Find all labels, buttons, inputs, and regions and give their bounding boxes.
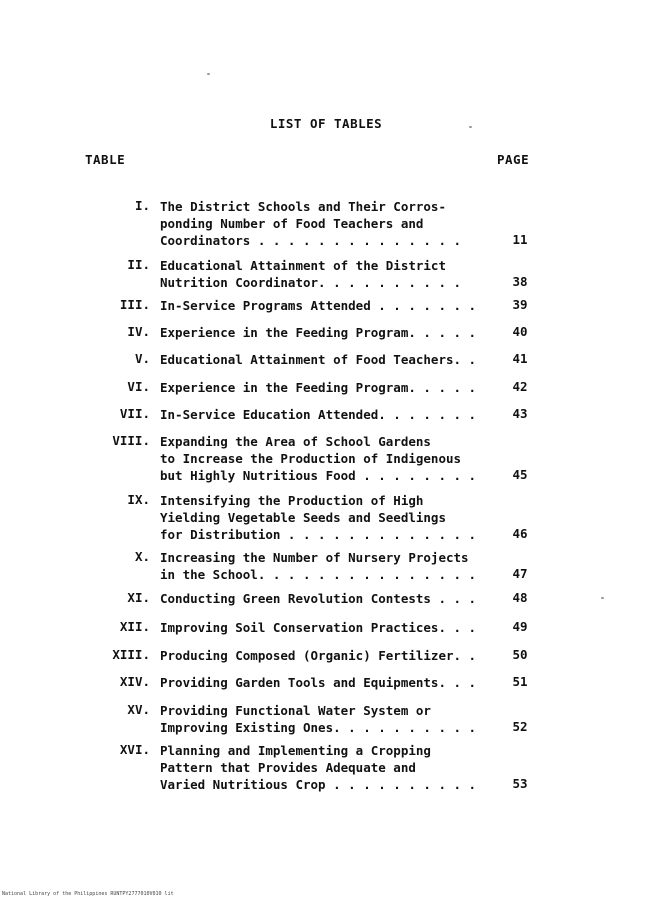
table-entry (0, 742, 652, 802)
scan-speck (601, 597, 604, 599)
page-number: 41 (512, 351, 528, 366)
table-number: IV. (127, 324, 150, 339)
page-number: 46 (512, 526, 528, 541)
page-number: 42 (512, 379, 528, 394)
table-title: Producing Composed (Organic) Fertilizer. . (160, 648, 477, 663)
table-number: XII. (119, 619, 150, 634)
table-title: Planning and Implementing a Cropping Pattern that Provides Adequate and Varied Nutritious Crop . . . . . . . . . . (160, 743, 477, 792)
table-number: VI. (127, 379, 150, 394)
table-number: III. (119, 297, 150, 312)
table-number: XIII. (112, 647, 150, 662)
table-number: VIII. (112, 433, 150, 448)
table-number: XI. (127, 590, 150, 605)
table-title: Improving Soil Conservation Practices. . . (160, 620, 477, 635)
table-number: V. (134, 351, 150, 366)
table-number: VII. (119, 406, 150, 421)
page-number: 52 (512, 719, 528, 734)
page-number: 53 (512, 776, 528, 791)
page-number: 39 (512, 297, 528, 312)
table-title: In-Service Programs Attended . . . . . . . (160, 298, 477, 313)
scan-speck (469, 126, 472, 128)
page-number: 47 (512, 566, 528, 581)
table-title: Conducting Green Revolution Contests . . . (160, 591, 477, 606)
table-number: XVI. (119, 742, 150, 757)
table-title: Intensifying the Production of High Yielding Vegetable Seeds and Seedlings for Distribution . . . . . . . . . . . . . (160, 493, 477, 542)
table-number: I. (134, 198, 150, 213)
table-title: Providing Garden Tools and Equipments. . . (160, 675, 477, 690)
page-number: 38 (512, 274, 528, 289)
page-column-header: PAGE (497, 152, 530, 167)
library-footer: National Library of the Philippines RUNTPY2777010V010 lit (2, 891, 174, 897)
page-number: 40 (512, 324, 528, 339)
table-number: XV. (127, 702, 150, 717)
table-title: Experience in the Feeding Program. . . . . (160, 325, 477, 340)
page-title: LIST OF TABLES (269, 116, 383, 131)
table-title: In-Service Education Attended. . . . . . . (160, 407, 477, 422)
page-number: 51 (512, 674, 528, 689)
table-title: Expanding the Area of School Gardens to Increase the Production of Indigenous but Highly Nutritious Food . . . . . . . . (160, 434, 477, 483)
table-entry (0, 433, 652, 493)
page-number: 49 (512, 619, 528, 634)
page-number: 45 (512, 467, 528, 482)
page-number: 11 (512, 232, 528, 247)
table-number: X. (134, 549, 150, 564)
table-title: Providing Functional Water System or Improving Existing Ones. . . . . . . . . . (160, 703, 477, 735)
page-number: 43 (512, 406, 528, 421)
table-title: Educational Attainment of Food Teachers. . (160, 352, 477, 367)
table-entry (0, 492, 652, 552)
page-number: 50 (512, 647, 528, 662)
table-column-header: TABLE (85, 152, 126, 167)
table-number: IX. (127, 492, 150, 507)
table-number: XIV. (119, 674, 150, 689)
table-title: Educational Attainment of the District Nutrition Coordinator. . . . . . . . . . (160, 258, 462, 290)
page-number: 48 (512, 590, 528, 605)
table-title: The District Schools and Their Corros- ponding Number of Food Teachers and Coordinators . . . . . . . . . . . . . . (160, 199, 462, 248)
table-title: Experience in the Feeding Program. . . . . (160, 380, 477, 395)
table-entry (0, 198, 652, 258)
table-title: Increasing the Number of Nursery Projects in the School. . . . . . . . . . . . . . . (160, 550, 477, 582)
table-number: II. (127, 257, 150, 272)
scan-speck (207, 73, 210, 75)
